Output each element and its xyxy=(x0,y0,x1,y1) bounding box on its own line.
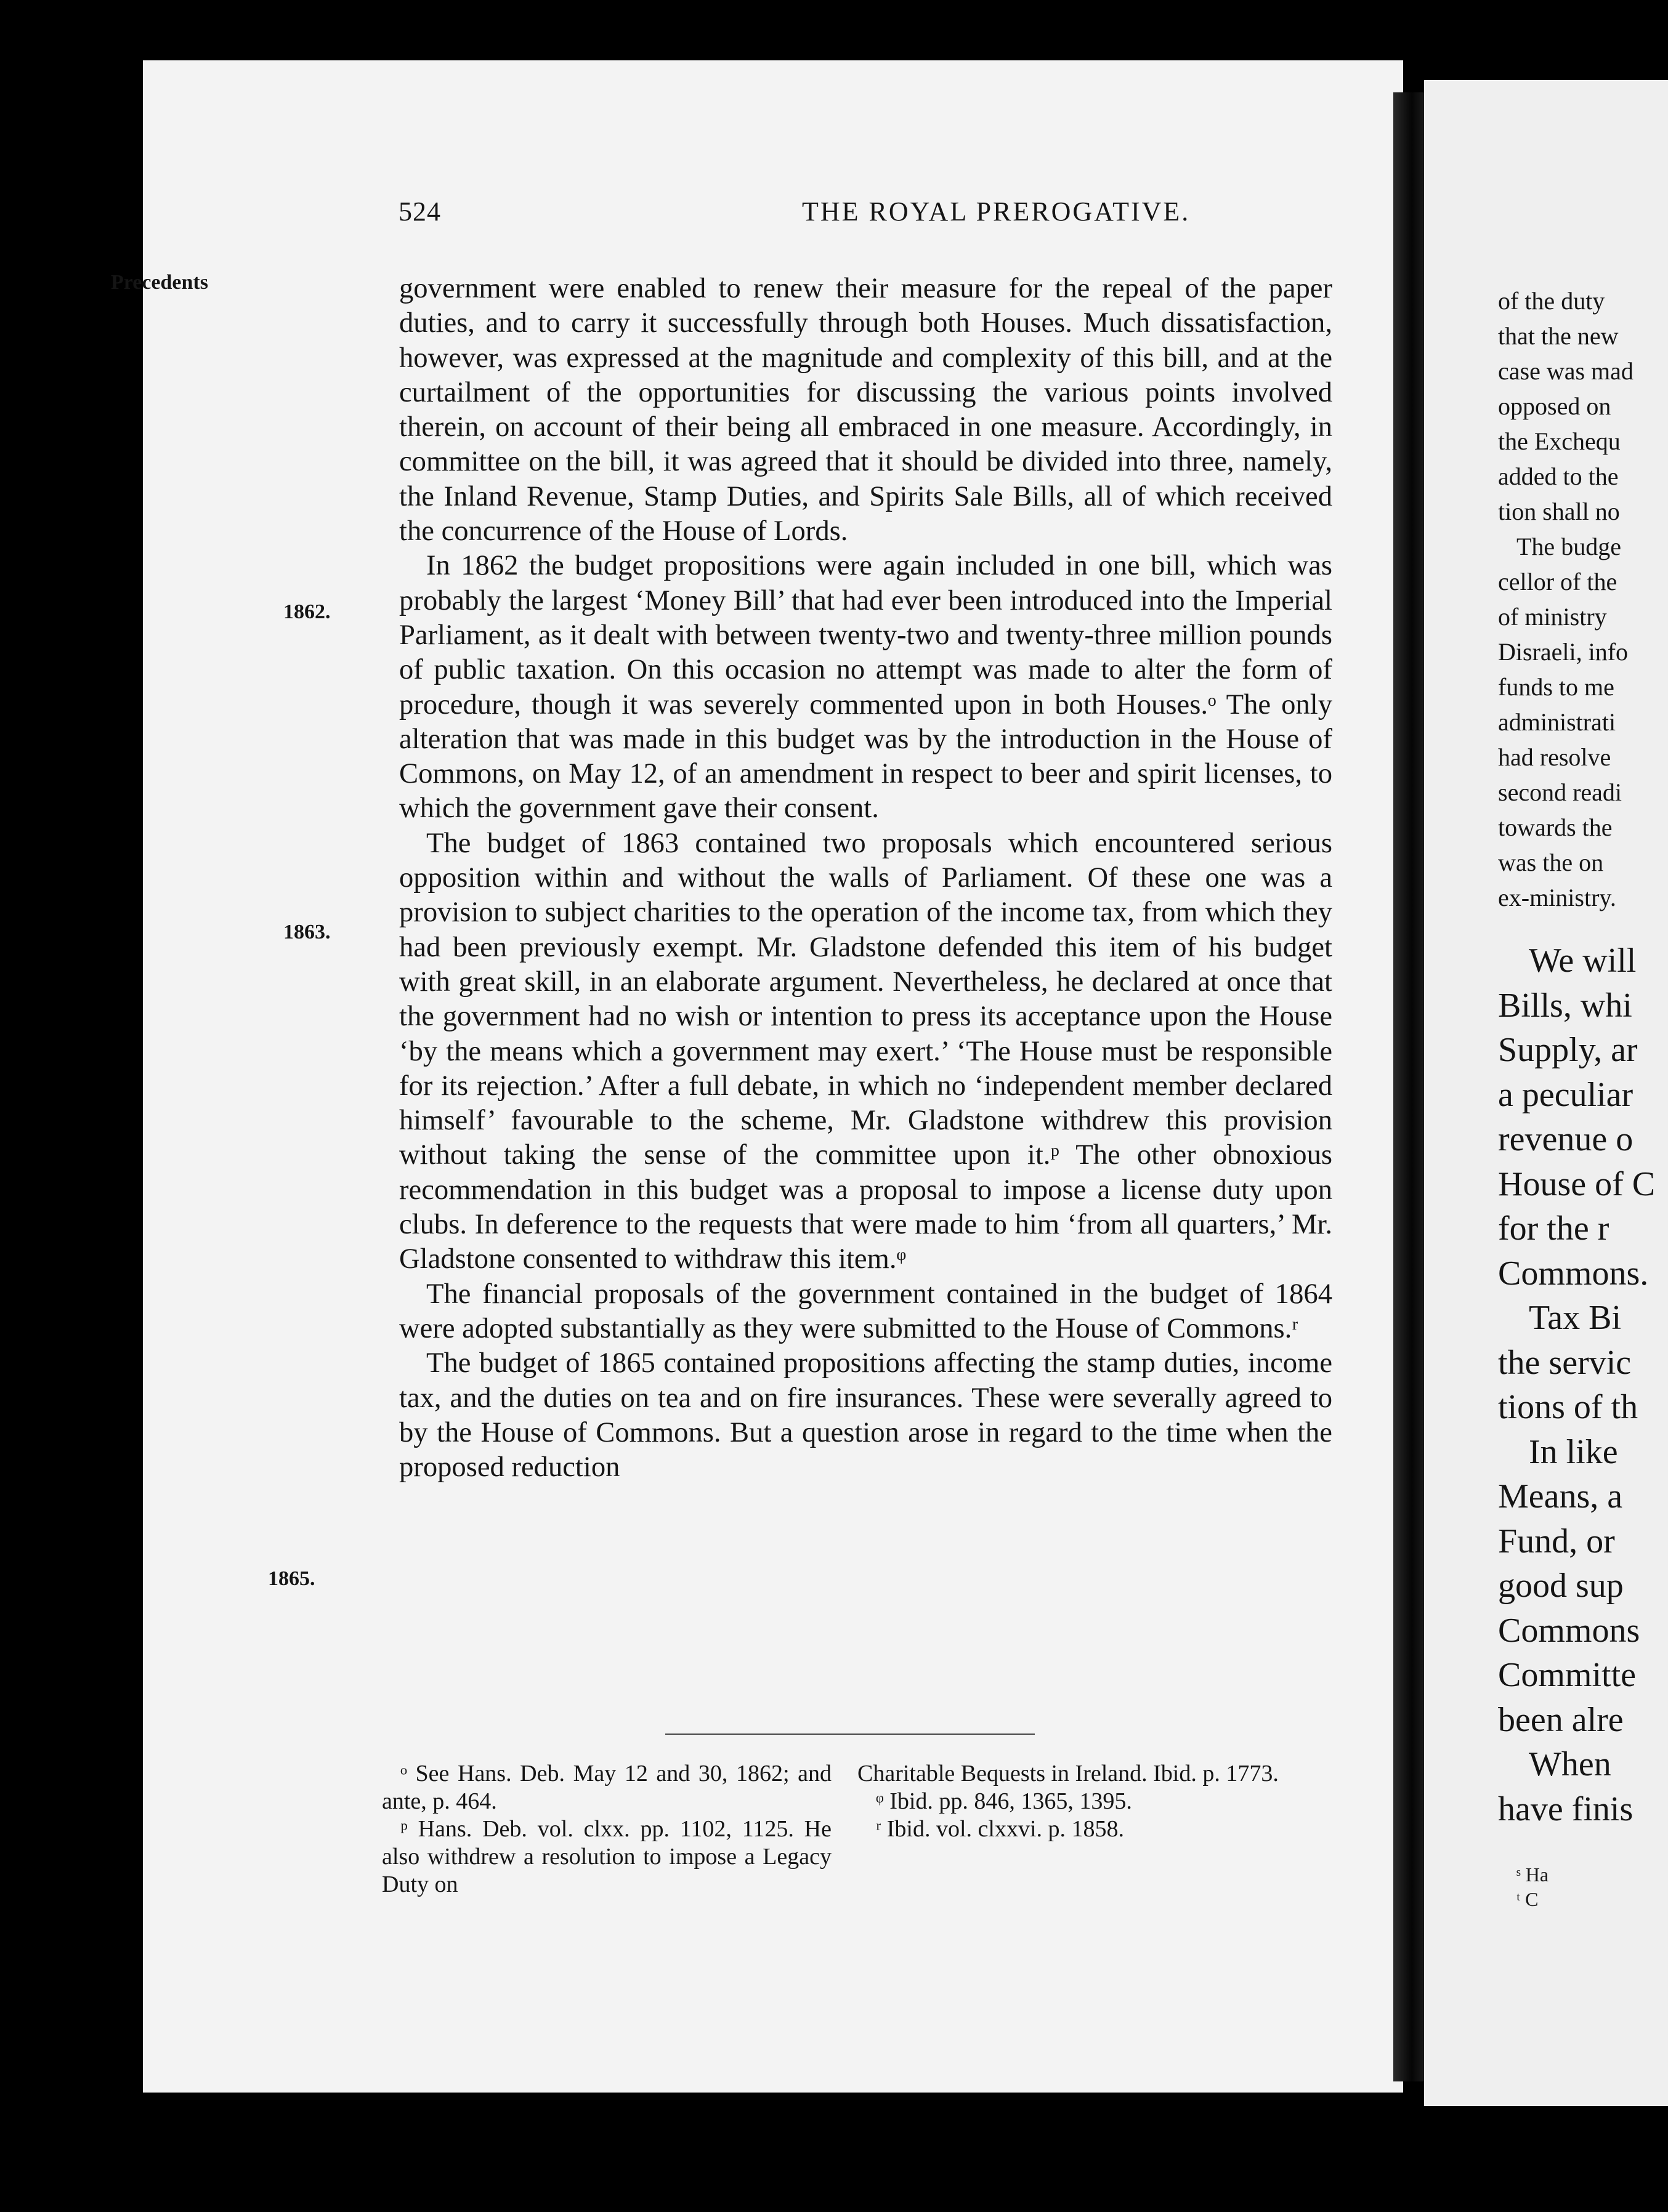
facing-line: Tax Bi xyxy=(1529,1299,1622,1337)
footnotes-right-column xyxy=(857,1760,1313,1843)
facing-line: cellor of the xyxy=(1498,568,1617,595)
facing-line: added to the xyxy=(1498,462,1619,490)
paragraph: In 1862 the budget propositions were again included in one bill, which was probably the largest ‘Money Bill’ that had ever been introduced into the Imperial Parliament, as it dealt with between twenty-two and twenty-three million pounds of public taxation. On this occasion no attempt was made to alter the form of procedure, though it was severely commented upon in both Houses.ᵒ The only alteration that was made in this budget was by the introduction in the House of Commons, on May 12, of an amendment in respect to beer and spirit licenses, to which the government gave their consent. xyxy=(399,549,1332,825)
facing-line: We will xyxy=(1529,942,1637,980)
main-text xyxy=(399,271,1332,1484)
facing-line: of the duty xyxy=(1498,287,1605,315)
footnote: ᵠ Ibid. pp. 846, 1365, 1395. xyxy=(876,1788,1132,1814)
facing-line: had resolve xyxy=(1498,743,1611,771)
footnote: ᵒ See Hans. Deb. May 12 and 30, 1862; and ante, p. 464. xyxy=(382,1761,832,1814)
facing-line: Bills, whi xyxy=(1498,986,1632,1025)
footnote-rule xyxy=(665,1734,1035,1735)
facing-line: Supply, ar xyxy=(1498,1031,1638,1069)
facing-line: Committe xyxy=(1498,1656,1636,1694)
facing-line: Disraeli, info xyxy=(1498,638,1629,666)
facing-line: the Exchequ xyxy=(1498,427,1621,455)
facing-line: second readi xyxy=(1498,778,1622,806)
facing-line: good sup xyxy=(1498,1567,1624,1605)
margin-note-1865: 1865. xyxy=(268,1567,315,1590)
facing-line: funds to me xyxy=(1498,673,1614,701)
margin-note-precedents: Precedents xyxy=(111,271,208,294)
facing-line: Commons xyxy=(1498,1611,1640,1650)
facing-line: administrati xyxy=(1498,708,1616,736)
facing-line: of ministry xyxy=(1498,603,1607,631)
facing-line: a peculiar xyxy=(1498,1075,1634,1114)
paragraph: The budget of 1865 contained propositions affecting the stamp duties, income tax, and the duties on tea and on fire insurances. These were severally agreed to by the House of Commons. But a question arose in regard to the time when the proposed reduction xyxy=(399,1347,1332,1483)
facing-line: for the r xyxy=(1498,1209,1609,1248)
margin-note-1863: 1863. xyxy=(283,921,331,943)
facing-line: ex-ministry. xyxy=(1498,884,1616,911)
facing-line: been alre xyxy=(1498,1700,1624,1739)
footnote: Charitable Bequests in Ireland. Ibid. p. 1773. xyxy=(857,1761,1279,1786)
running-title: THE ROYAL PREROGATIVE. xyxy=(802,196,1191,227)
facing-line: case was mad xyxy=(1498,357,1634,385)
facing-line: tions of th xyxy=(1498,1388,1638,1426)
facing-line: towards the xyxy=(1498,813,1613,841)
facing-line: tion shall no xyxy=(1498,498,1620,525)
page-header xyxy=(143,196,1403,233)
facing-line: Fund, or xyxy=(1498,1522,1615,1560)
facing-line: the servic xyxy=(1498,1343,1632,1382)
facing-line: In like xyxy=(1529,1432,1618,1471)
facing-line: Commons. xyxy=(1498,1254,1649,1293)
facing-line: have finis xyxy=(1498,1790,1634,1828)
footnotes-left-column xyxy=(382,1760,832,1899)
facing-line: Means, a xyxy=(1498,1477,1623,1516)
facing-line: When xyxy=(1529,1745,1611,1783)
facing-footnote-line: ᵗ C xyxy=(1516,1888,1539,1910)
facing-line: opposed on xyxy=(1498,392,1611,420)
facing-line: was the on xyxy=(1498,849,1604,876)
page-number: 524 xyxy=(399,196,441,227)
facing-page-text xyxy=(1498,283,1668,1911)
facing-line: that the new xyxy=(1498,322,1619,350)
paragraph: The financial proposals of the government contained in the budget of 1864 were adopted substantially as they were submitted to the House of Commons.ʳ xyxy=(399,1277,1332,1344)
paragraph: The budget of 1863 contained two proposals which encountered serious opposition within and without the walls of Parliament. Of these one was a provision to subject charities to the operation of the income tax, from which they had been previously exempt. Mr. Gladstone defended this item of his budget with great skill, in an elaborate argument. Nevertheless, he declared at once that the government had no wish or intention to press its acceptance upon the House ‘by the means which a government may exert.’ ‘The House must be responsible for its rejection.’ After a full debate, in which no ‘independent member declared himself’ favourable to the scheme, Mr. Gladstone withdrew this provision without taking the sense of the committee upon it.ᵖ The other obnoxious recommendation in this budget was a proposal to impose a license duty upon clubs. In deference to the requests that were made to him ‘from all quarters,’ Mr. Gladstone consented to withdraw this item.ᵠ xyxy=(399,826,1332,1275)
facing-page xyxy=(1424,80,1668,2106)
facing-footnote-line: ˢ Ha xyxy=(1516,1863,1549,1886)
facing-line: House of C xyxy=(1498,1165,1656,1203)
footnote: ʳ Ibid. vol. clxxvi. p. 1858. xyxy=(876,1816,1125,1842)
margin-note-1862: 1862. xyxy=(283,600,331,623)
paragraph: government were enabled to renew their measure for the repeal of the paper duties, and to carry it successfully through both Houses. Much dissatisfaction, however, was expressed at the magnitude and complexity of this bill, and at the curtailment of the opportunities for discussing the various points involved therein, on account of their being all embraced in one measure. Accordingly, in committee on the bill, it was agreed that it should be divided into three, namely, the Inland Revenue, Stamp Duties, and Spirits Sale Bills, all of which received the concurrence of the House of Lords. xyxy=(399,272,1332,547)
facing-line: The budge xyxy=(1516,533,1621,560)
footnote: ᵖ Hans. Deb. vol. clxx. pp. 1102, 1125. He also withdrew a resolution to impose a Legacy Duty on xyxy=(382,1816,832,1897)
book-gutter xyxy=(1393,92,1424,2081)
facing-line: revenue o xyxy=(1498,1120,1634,1158)
